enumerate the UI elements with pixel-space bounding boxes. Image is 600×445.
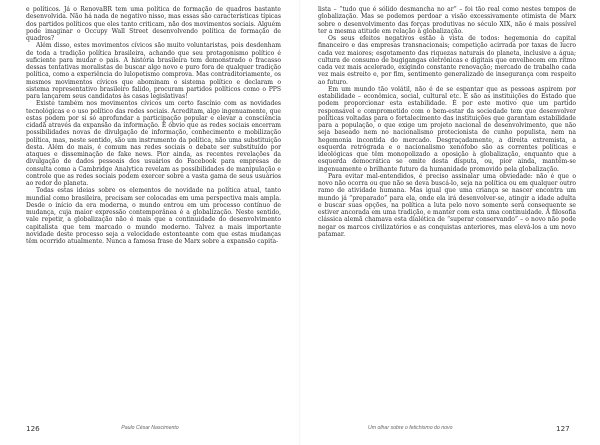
right-paragraph-2: Os seus efeitos negativos estão à vista de todos: hegemonia do capital financeiro e das empresas transnacionais; competição acirrada por taxas de lucro cada vez maiores; esgotamento das riquezas naturais do planeta, inclusive a água; cultura de consumo de bugigangas eletrônicas e digitais que envelhecem em ritmo cada vez mais acelerado, exigindo constante renovação; mercado de trabalho cada vez mais estreito e, por fim, sentimento generalizado de insegurança com respeito ao futuro. [318, 35, 576, 86]
right-paragraph-1: lista – “tudo que é sólido desmancha no ar” – foi tão real como nestes tempos de globalização. Mas se podemos perdoar a visão excessivamente otimista de Marx sobre o desenvolvimento das forças produtivas no século XIX, não é mais possível ter a mesma atitude em relação à globalização. [318, 6, 576, 35]
left-paragraph-2: Além disso, estes movimentos cívicos são muito voluntaristas, pois desdenham de toda a tradição política brasileira, achando que seu protagonismo político é suficiente para mudar o país. A história brasileira tem demonstrado o fracasso dessas tentativas moralistas de buscar algo novo e puro fora de qualquer tradição política, como a experiência do lulopetismo comprova. Mas contraditoriamente, os mesmos movimentos cívicos que abominam o sistema político e declaram o sistema representativo brasileiro falido, procuram partidos políticos como o PPS para lançarem seus candidatos às casas legislativas! [26, 42, 281, 100]
left-paragraph-3: Existe também nos movimentos cívicos um certo fascínio com as novidades tecnológicas e o uso político das redes sociais. Acreditam, algo ingenuamente, que estas podem por si só aprofundar a participação popular e elevar a consciência cidadã através da expansão da informação. É óbvio que as redes sociais encerram possibilidades novas de divulgação de informação, conhecimento e mobilização política, mas, neste sentido, são um instrumento da política, não uma substituição desta. Além do mais, é comum nas redes sociais o debate ser substituído por ataques e disseminação de fake news. Pior ainda, as recentes revelações da divulgação de dados pessoais dos usuários do Facebook para empresas de consulta como a Cambridge Analytica revelam as possibilidades de manipulação e controle que as redes sociais podem exercer sobre a vasta gama de seus usuários ao redor do planeta. [26, 100, 281, 187]
right-text-column [318, 6, 576, 238]
right-paragraph-4: Para evitar mal-entendidos, é preciso assinalar uma obviedade: não é que o novo não ocorra ou que não se deva buscá-lo, seja na política ou em qualquer outro ramo de atividade humana. Mas igual que uma criança se nascer encontra um mundo já “preparado” para ela, onde ela irá desenvolver-se, atingir a idade adulta e buscar suas opções, na política a luta pelo novo somente será consequente se estiver ancorada em uma tradição, e manter com esta uma continuidade. A filosofia clássica alemã chamava esta dialética de “superar conservando” – o novo não pode negar os marcos civilizatórios e as conquistas anteriores, mas elevá-los a um novo patamar. [318, 172, 576, 238]
right-page [300, 0, 600, 445]
left-text-column [26, 6, 281, 245]
left-paragraph-1: e políticos. Já o RenovaBR tem uma política de formação de quadros bastante desenvolvida. Não há nada de negativo nisso, mas essas são características típicas dos partidos políticos que eles tanto criticam, não dos movimentos sociais. Alguém pode imaginar o Occupy Wall Street desenvolvendo política de formação de quadros? [26, 6, 281, 42]
right-running-head: Um olhar sobre o fetichismo do novo [368, 425, 453, 431]
right-page-number: 127 [556, 424, 570, 433]
right-paragraph-3: Em um mundo tão volátil, não é de se espantar que as pessoas aspirem por estabilidade – econômica, social, cultural etc. E são as instituições do Estado que podem proporcionar esta estabilidade. É por este motivo que um partido responsável e comprometido com o bem-estar da sociedade tem que desenvolver políticas voltadas para o fortalecimento das instituições que garantam estabilidade para a população, o que exige um projeto nacional de desenvolvimento, que não seja baseado nem no nacionalismo protecionista de cunho populista, nem na hegemonia incontida do mercado. Desgraçadamente, a direita extremista, a esquerda retrógrada e o nacionalismo xenófobo são as correntes políticas e ideológicas que têm monopolizado a oposição à globalização, enquanto que a esquerda democrática se omite desta disputa, ou, pior ainda, mantém-se ingenuamente o brilhante futuro da humanidade promovido pela globalização. [318, 85, 576, 173]
left-running-head: Paulo César Nascimento [121, 425, 179, 431]
left-page-number: 126 [26, 424, 40, 433]
left-paragraph-4: Todas estas ideias sobre os elementos de novidade na política atual, tanto mundial como brasileira, precisam ser colocadas em uma perspectiva mais ampla. Desde o início da era moderna, o mundo entrou em um processo contínuo de mudança, cuja maior expressão contemporânea é a globalização. Neste sentido, vale repetir, a globalização não é mais que a continuidade do desenvolvimento capitalista que tem marcado o mundo moderno. Talvez a mais importante novidade deste processo seja a velocidade estonteante com que estas mudanças têm ocorrido atualmente. Nunca a famosa frase de Marx sobre a expansão capita- [26, 187, 281, 245]
